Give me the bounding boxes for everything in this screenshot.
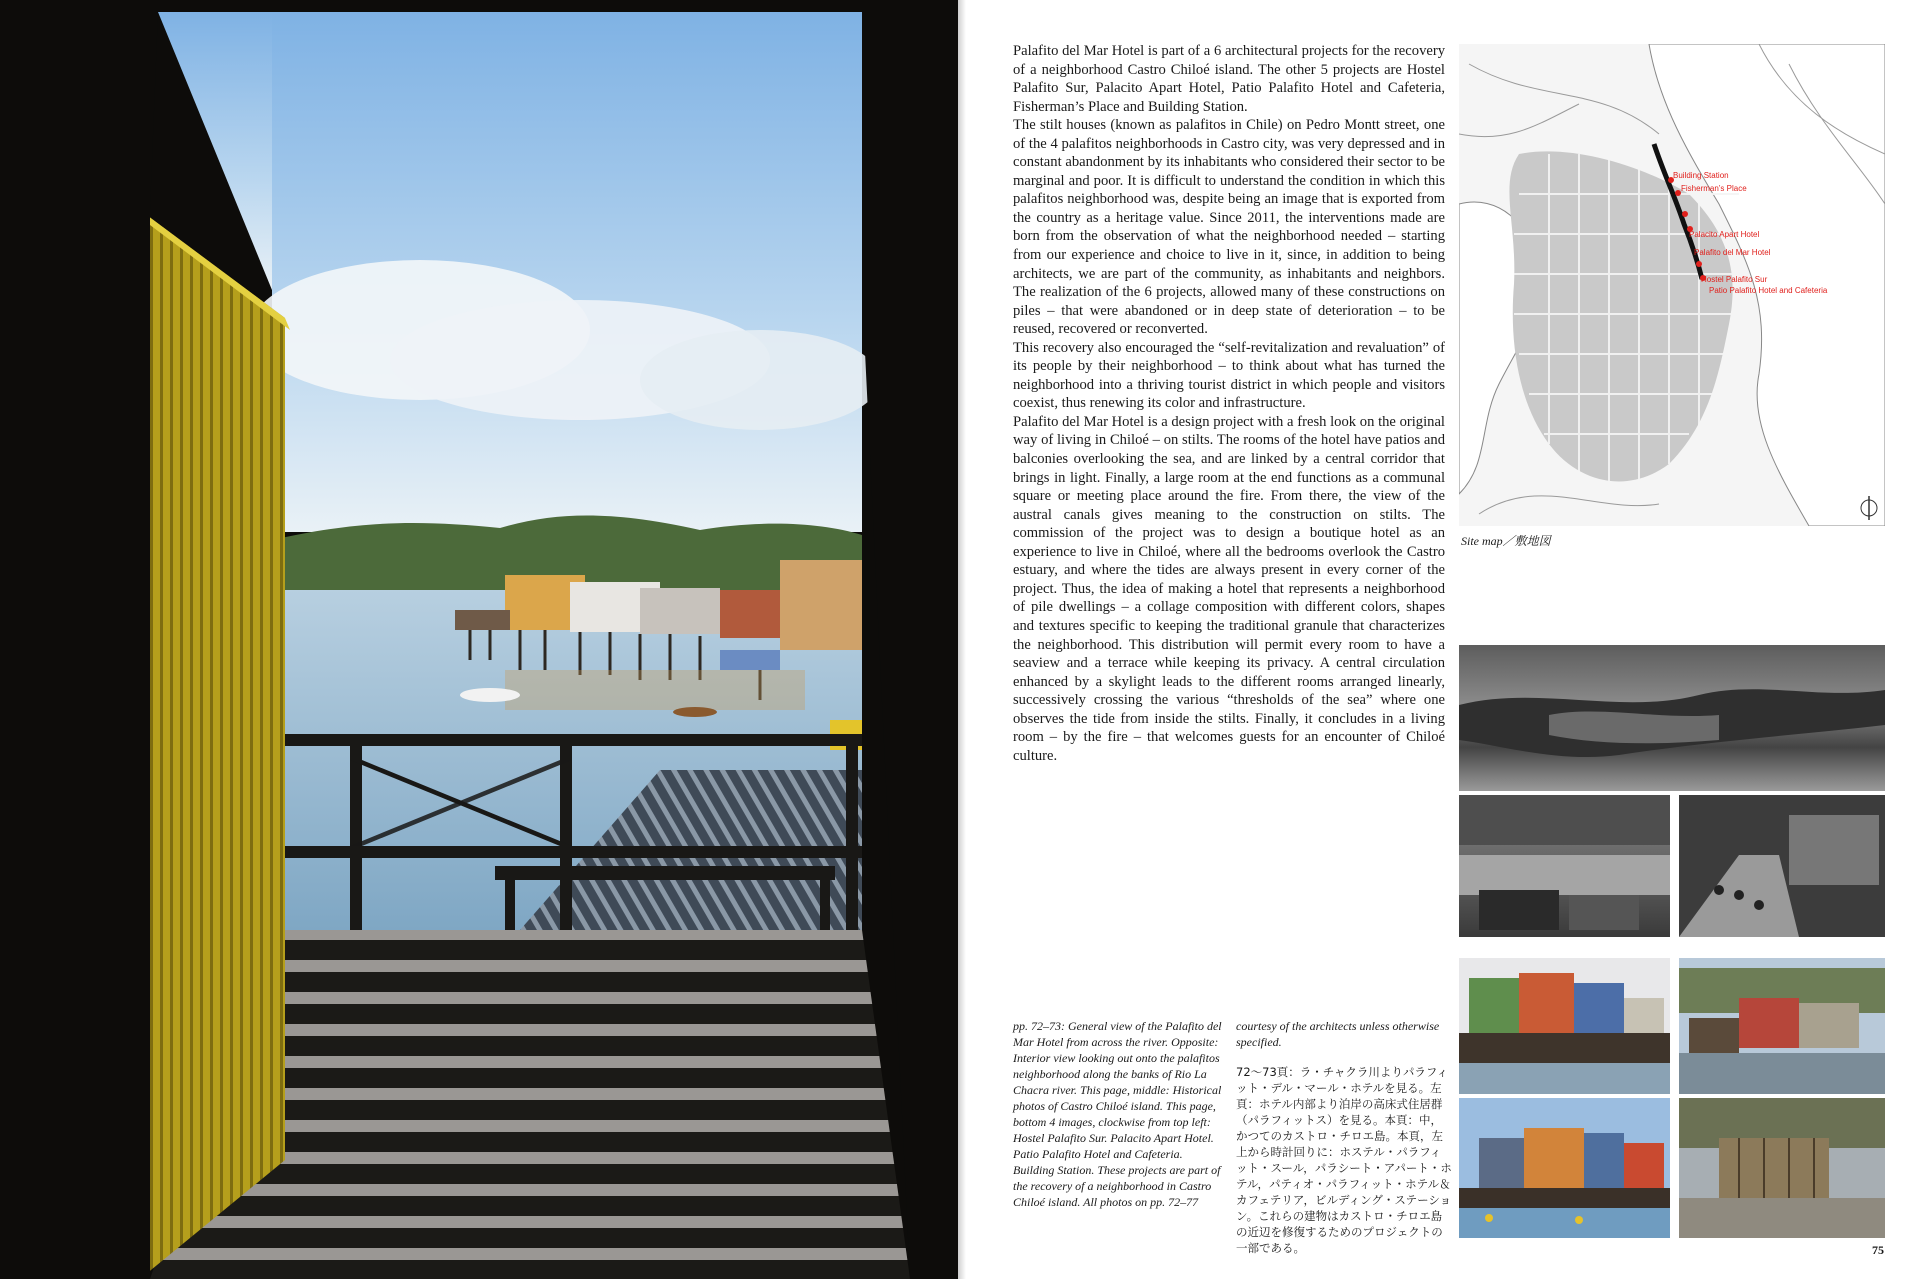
map-label-hostel-palafito-sur: Hostel Palafito Sur	[1701, 275, 1768, 284]
historical-photo-aerial	[1459, 645, 1885, 791]
page-number: 75	[1872, 1243, 1884, 1257]
body-paragraph: Palafito del Mar Hotel is part of a 6 architectural projects for the recovery of a neighborhood Castro Chiloé island. The other 5 projects are Hostel Palafito Sur, Palacito Apart Hotel, Patio Palafito Hotel and Cafeteria, Fisherman’s Place and Building Station.	[1013, 43, 1445, 115]
map-label-palafito-del-mar-hotel: Palafito del Mar Hotel	[1694, 248, 1771, 257]
map-label-fishermans-place: Fisherman’s Place	[1681, 184, 1747, 193]
main-photo-interior-view	[0, 0, 958, 1279]
photo-hostel-palafito-sur	[1459, 958, 1670, 1094]
photo-caption-english-continued: courtesy of the architects unless otherwise specified.	[1236, 1019, 1440, 1049]
map-label-patio-palafito-hotel: Patio Palafito Hotel and Cafeteria	[1709, 286, 1828, 295]
photo-caption-english: pp. 72–73: General view of the Palafito del Mar Hotel from across the river. Opposite: Interior view looking out onto the palafitos neighborhood along the banks of Rio La Chacra river. This page, middle: Historical photos of Castro Chiloé island. This page, bottom 4 images, clockwise from top left: Hostel Palafito Sur. Palacito Apart Hotel. Patio Palafito Hotel and Cafeteria. Building Station. These projects are part of the recovery of a neighborhood in Castro Chiloé island. All photos on pp. 72–77	[1013, 1019, 1222, 1209]
body-paragraph: Palafito del Mar Hotel is a design project with a fresh look on the original way of living in Chiloé – on stilts. The rooms of the hotel have patios and balconies overlooking the sea, and are linked by a central corridor that brings in light. Finally, a large room at the end functions as a communal square or meeting place around the fire. From there, the view of the austral canals gives meaning to the construction on stilts. The commission of the project was to design a boutique hotel as an experience to live in Chiloé, where all the bedrooms overlook the Castro estuary, and where the tides are always present in every corner of the project. Thus, the idea of making a hotel that represents a neighborhood of pile dwellings – a collage composition with different colors, shapes and textures specific to keeping the traditional granule that characterizes the neighborhood. This distribution will permit every room to have a seaview and a terrace while keeping its privacy. A central circulation enhanced by a skylight leads to the different rooms arranged linearly, successively crossing the various “thresholds of the sea” where one observes the tide from inside the stilts. Finally, it concludes in a living room – by the fire – that welcomes guests for an encounter of Chiloé culture.	[1013, 413, 1445, 764]
map-label-palacito-apart-hotel: Palacito Apart Hotel	[1689, 230, 1760, 239]
article-body	[1013, 42, 1445, 765]
historical-photo-harbor	[1459, 795, 1670, 937]
body-paragraph: The stilt houses (known as palafitos in Chile) on Pedro Montt street, one of the 4 palafitos neighborhoods in Castro city, was very depressed and in constant abandonment by its inhabitants who considered their sector to be marginal and poor. It is difficult to understand the condition in which this palafitos neighborhood was, despite being an image that is exported from the country as a heritage value. Since 2011, the interventions made are born from the observation of what the neighborhood needed – starting from our experience and choice to live in it, since, in addition to being architects, we are part of the community, as inhabitants and neighbors. The realization of the 6 projects, allowed many of these constructions on piles – that were abandoned or in deep state of deterioration – to be reused, recovered or reconverted.	[1013, 117, 1445, 338]
body-paragraph: This recovery also encouraged the “self-revitalization and revaluation” of its people by their neighborhood – to think about what has turned the neighborhood into a thriving tourist district in which people and visitors coexist, thus renewing its color and infrastructure.	[1013, 339, 1445, 412]
site-map-caption: Site map／敷地図	[1461, 534, 1551, 548]
photo-caption-japanese: 72～73頁：ラ・チャクラ川よりパラフィット・デル・マール・ホテルを見る。左頁：ホテル内部より泊岸の高床式住居群（パラフィットス）を見る。本頁：中，かつてのカストロ・チロエ島。本頁，左上から時計回りに：ホステル・パラフィット・スール，パラシート・アパート・ホテル，パティオ・パラフィット・ホテル＆カフェテリア，ビルディング・ステーション。これらの建物はカストロ・チロエ島の近辺を修復するためのプロジェクトの一部である。	[1236, 1065, 1452, 1255]
historical-photo-street	[1679, 795, 1885, 937]
page-gutter	[958, 0, 966, 1279]
photo-building-station	[1679, 1098, 1885, 1238]
map-label-building-station: Building Station	[1673, 171, 1729, 180]
photo-patio-palafito-hotel	[1459, 1098, 1670, 1238]
site-map	[1459, 44, 1885, 526]
photo-palacito-apart-hotel	[1679, 958, 1885, 1094]
